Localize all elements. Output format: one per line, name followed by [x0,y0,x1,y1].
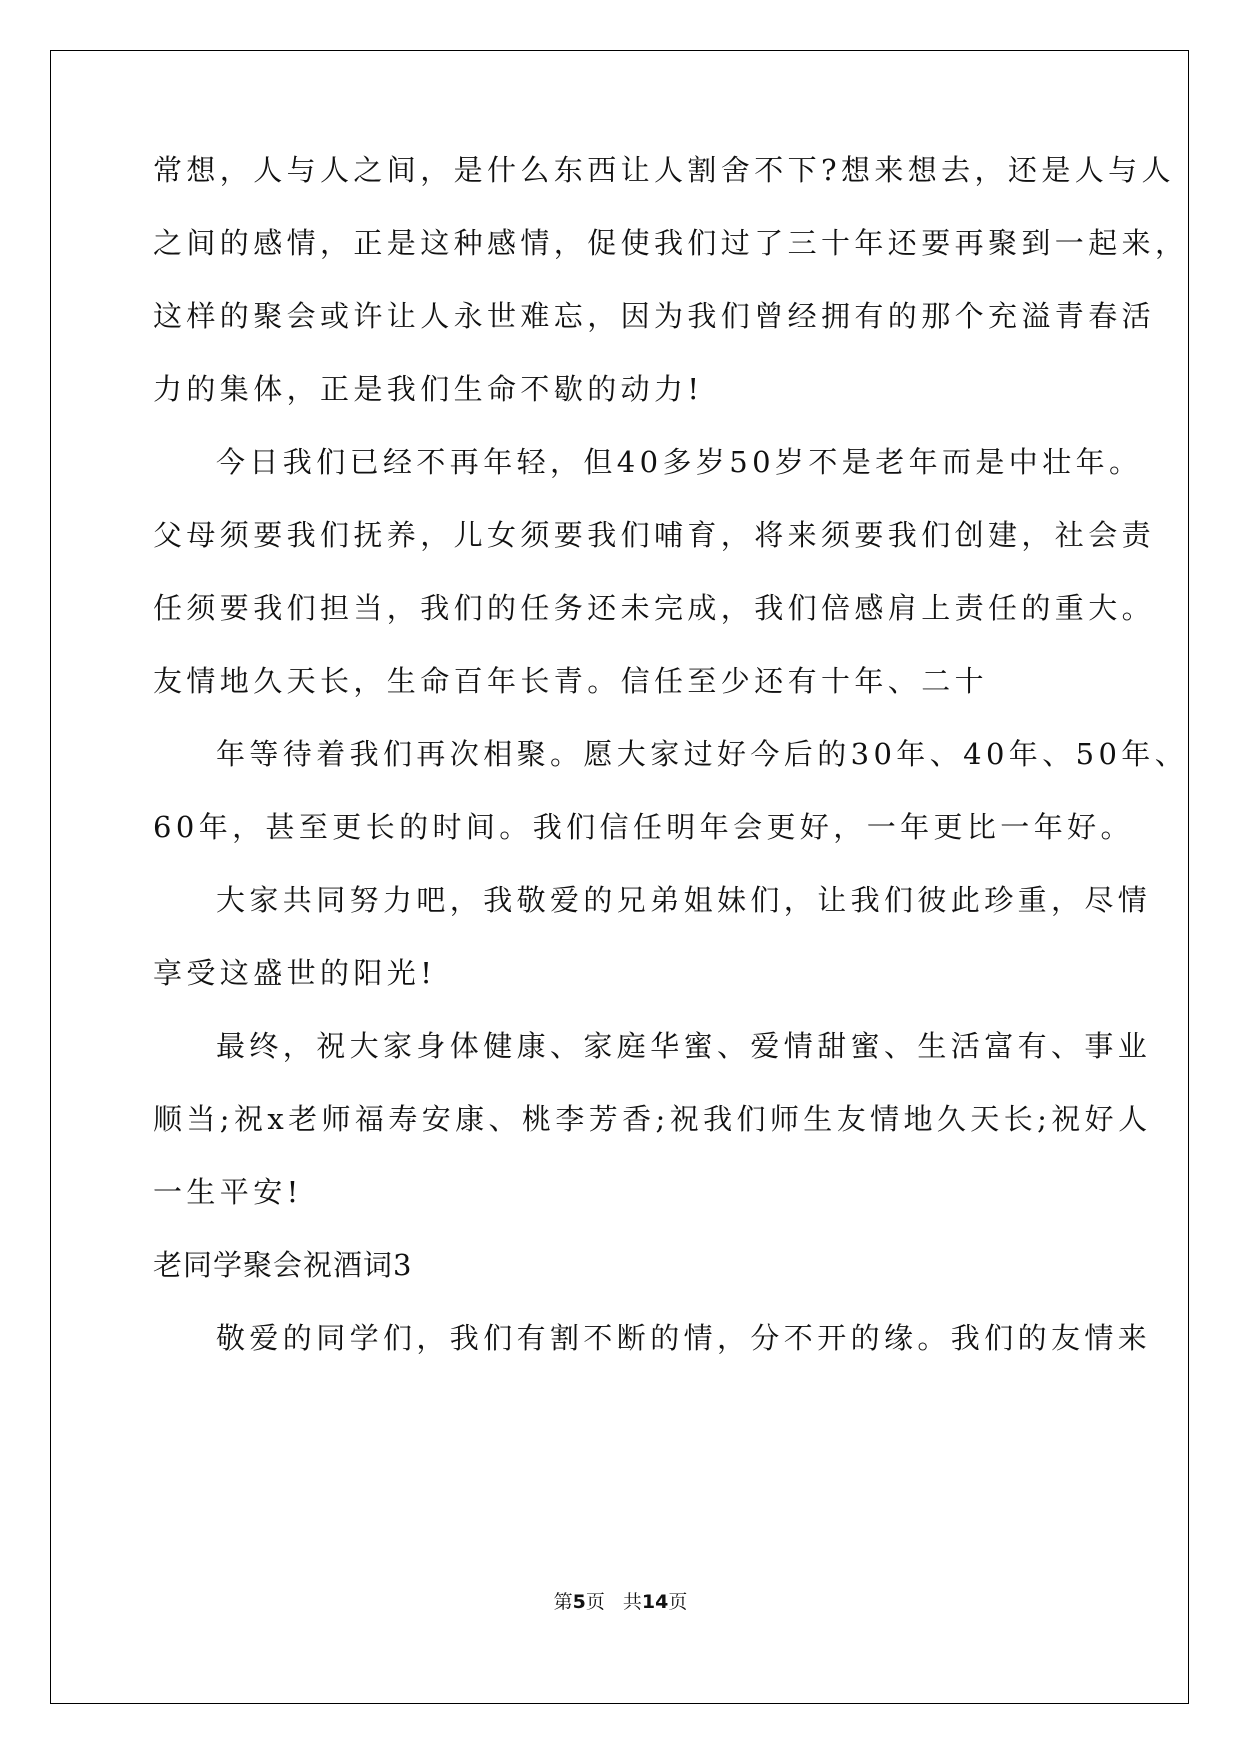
body-line: 60年，甚至更长的时间。我们信任明年会更好，一年更比一年好。 [153,810,1134,844]
page-suffix: 页 [585,1591,605,1613]
body-line: 最终，祝大家身体健康、家庭华蜜、爱情甜蜜、生活富有、事业 [216,1029,1152,1063]
body-line: 一生平安! [153,1175,303,1209]
body-line: 常想，人与人之间，是什么东西让人割舍不下?想来想去，还是人与人 [153,153,1175,187]
total-prefix: 共 [622,1591,642,1613]
page-footer [0,1587,1241,1614]
total-suffix: 页 [668,1591,688,1613]
body-line: 这样的聚会或许让人永世难忘，因为我们曾经拥有的那个充溢青春活 [153,299,1156,333]
body-line: 顺当;祝x老师福寿安康、桃李芳香;祝我们师生友情地久天长;祝好人 [153,1102,1152,1136]
page-prefix: 第 [553,1591,573,1613]
body-line: 父母须要我们抚养，儿女须要我们哺育，将来须要我们创建，社会责 [153,518,1156,552]
body-line: 任须要我们担当，我们的任务还未完成，我们倍感肩上责任的重大。 [153,591,1156,625]
body-line: 大家共同努力吧，我敬爱的兄弟姐妹们，让我们彼此珍重，尽情 [216,883,1152,917]
body-line: 今日我们已经不再年轻，但40多岁50岁不是老年而是中壮年。 [216,445,1143,479]
section-heading: 老同学聚会祝酒词3 [153,1248,413,1282]
body-line: 年等待着我们再次相聚。愿大家过好今后的30年、40年、50年、 [216,737,1189,771]
page-number: 5 [572,1591,586,1613]
total-pages: 14 [641,1591,669,1613]
body-line: 友情地久天长，生命百年长青。信任至少还有十年、二十 [153,664,989,698]
body-line: 力的集体，正是我们生命不歇的动力! [153,372,704,406]
body-line: 享受这盛世的阳光! [153,956,437,990]
body-line: 之间的感情，正是这种感情，促使我们过了三十年还要再聚到一起来， [153,226,1189,260]
body-line: 敬爱的同学们，我们有割不断的情，分不开的缘。我们的友情来 [216,1321,1152,1355]
